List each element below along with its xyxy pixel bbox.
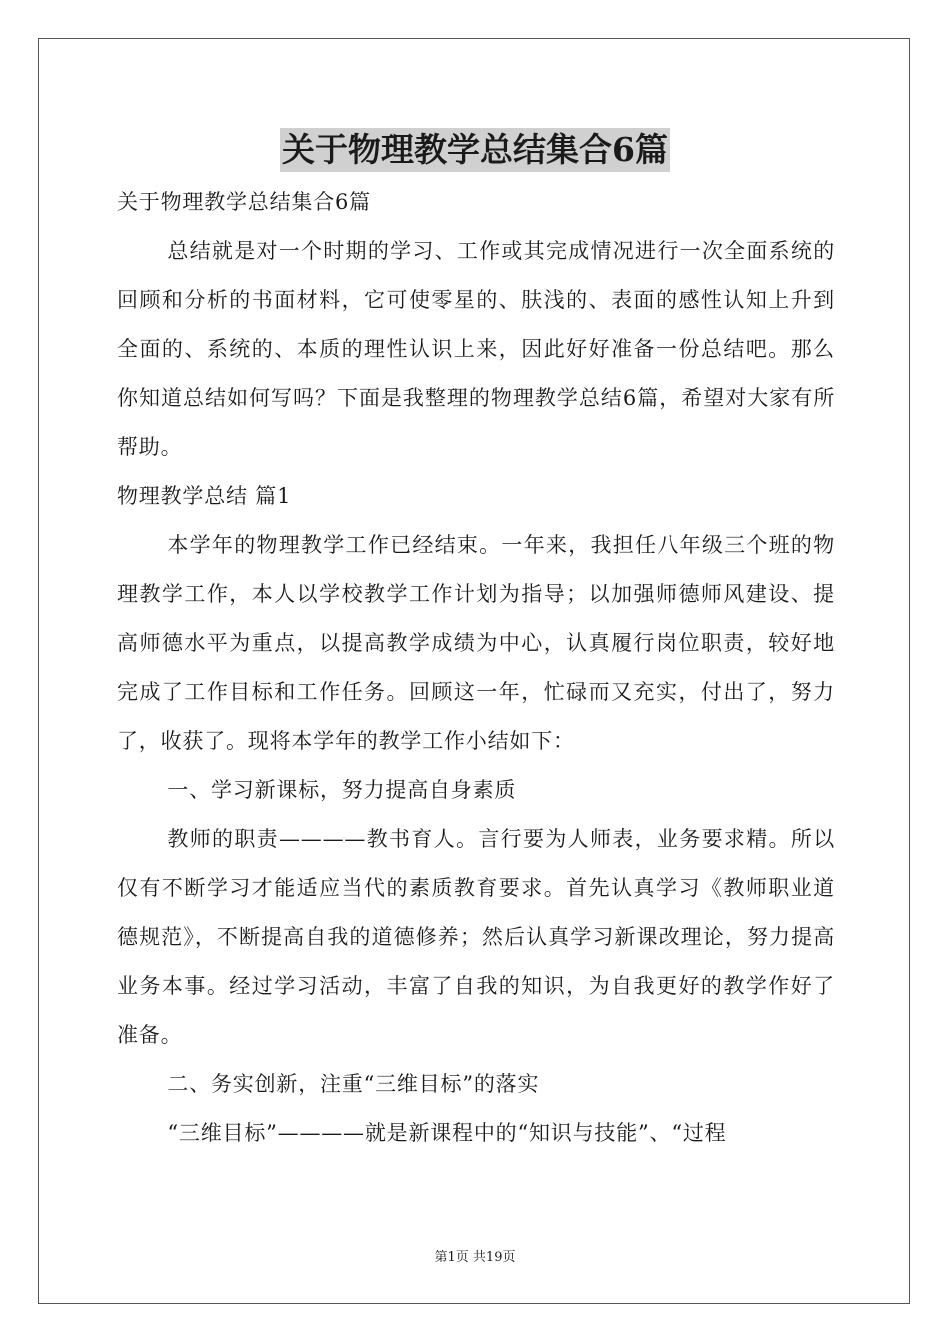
section-heading: 物理教学总结 篇1 <box>117 484 292 508</box>
point-2-heading: 二、务实创新，注重“三维目标”的落实 <box>167 1072 540 1096</box>
body-paragraph-2: 教师的职责————教书育人。言行要为人师表，业务要求精。所以仅有不断学习才能适应当代的素质教育要求。首先认真学习《教师职业道德规范》，不断提高自我的道德修养；然后认真学习新课改理论，努力提高业务本事。经过学习活动，丰富了自我的知识，为自我更好的教学作好了准备。 <box>117 827 835 1047</box>
document-body <box>117 178 835 1158</box>
title-container <box>0 128 950 172</box>
body-paragraph-3: “三维目标”————就是新课程中的“知识与技能”、“过程 <box>167 1121 727 1145</box>
document-subtitle: 关于物理教学总结集合6篇 <box>117 190 371 214</box>
page-number-label: 第1页 共19页 <box>434 1250 516 1265</box>
page-footer <box>0 1246 950 1265</box>
body-paragraph-1: 本学年的物理教学工作已经结束。一年来，我担任八年级三个班的物理教学工作，本人以学校教学工作计划为指导；以加强师德师风建设、提高师德水平为重点，以提高教学成绩为中心，认真履行岗位职责，较好地完成了工作目标和工作任务。回顾这一年，忙碌而又充实，付出了，努力了，收获了。现将本学年的教学工作小结如下： <box>117 533 835 753</box>
point-1-heading: 一、学习新课标，努力提高自身素质 <box>167 778 517 802</box>
document-title: 关于物理教学总结集合6篇 <box>280 128 670 172</box>
intro-paragraph: 总结就是对一个时期的学习、工作或其完成情况进行一次全面系统的回顾和分析的书面材料，它可使零星的、肤浅的、表面的感性认知上升到全面的、系统的、本质的理性认识上来，因此好好准备一份总结吧。那么你知道总结如何写吗？下面是我整理的物理教学总结6篇，希望对大家有所帮助。 <box>117 239 835 459</box>
